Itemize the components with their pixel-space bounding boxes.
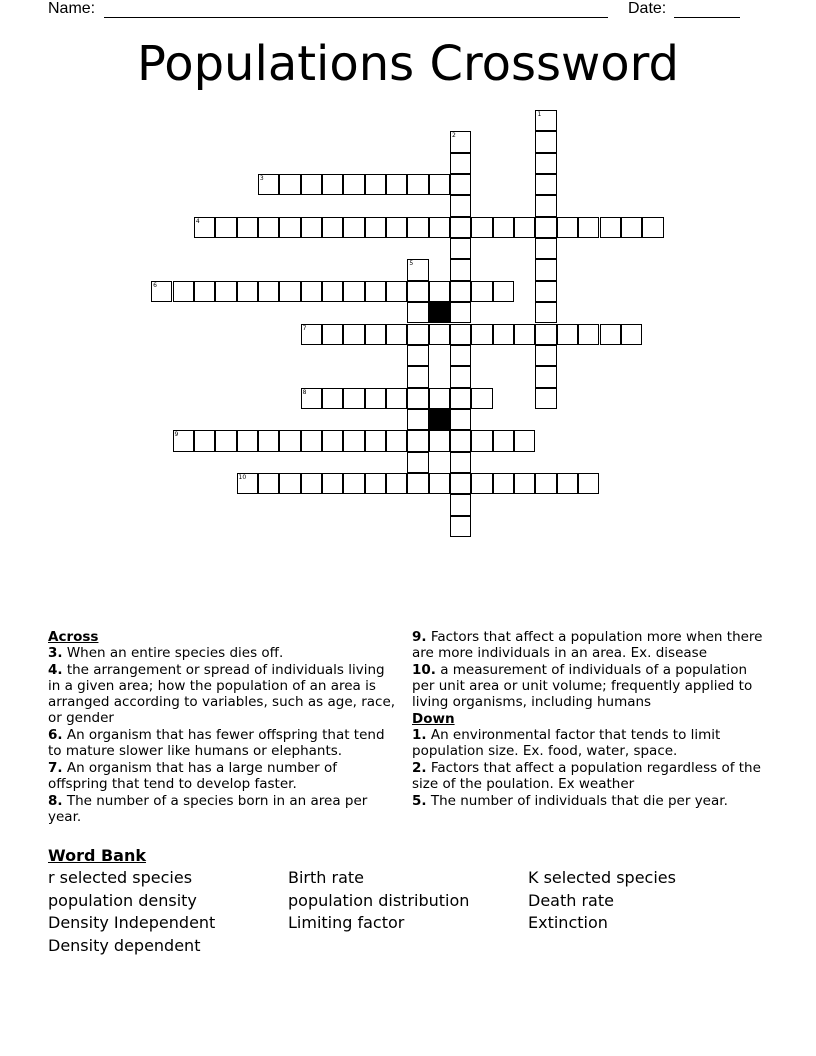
grid-cell[interactable] <box>578 473 599 494</box>
grid-cell[interactable] <box>343 388 364 409</box>
grid-cell[interactable] <box>450 131 471 152</box>
grid-cell[interactable] <box>471 281 492 302</box>
clue-number: 3 <box>259 175 264 183</box>
grid-cell[interactable] <box>322 324 343 345</box>
grid-cell[interactable] <box>450 281 471 302</box>
clue-number: 6 <box>153 281 157 289</box>
grid-cell[interactable] <box>365 430 386 451</box>
down-clue: 5. The number of individuals that die per year. <box>412 793 728 809</box>
grid-cell[interactable] <box>535 324 556 345</box>
grid-cell[interactable] <box>535 345 556 366</box>
grid-cell[interactable] <box>173 430 194 451</box>
word-bank-item: Birth rate <box>288 868 364 887</box>
grid-cell[interactable] <box>258 217 279 238</box>
grid-cell[interactable] <box>514 430 535 451</box>
word-bank-title: Word Bank <box>48 846 147 865</box>
word-bank-item: population distribution <box>288 891 470 910</box>
grid-cell[interactable] <box>365 281 386 302</box>
grid-cell[interactable] <box>407 345 428 366</box>
grid-cell[interactable] <box>407 452 428 473</box>
grid-cell[interactable] <box>343 324 364 345</box>
across-heading: Across <box>48 629 99 645</box>
down-heading: Down <box>412 711 455 727</box>
grid-cell[interactable] <box>237 473 258 494</box>
clue-number: 10 <box>238 473 247 481</box>
grid-cell[interactable] <box>535 174 556 195</box>
grid-cell[interactable] <box>535 153 556 174</box>
name-label: Name: <box>48 0 96 17</box>
word-bank-item: population density <box>48 891 197 910</box>
grid-cell[interactable] <box>258 473 279 494</box>
grid-cell[interactable] <box>471 217 492 238</box>
grid-cell[interactable] <box>194 281 215 302</box>
grid-cell[interactable] <box>365 388 386 409</box>
grid-cell[interactable] <box>279 217 300 238</box>
grid-cell[interactable] <box>535 217 556 238</box>
grid-cell[interactable] <box>535 366 556 387</box>
grid-cell[interactable] <box>535 388 556 409</box>
across-clue: 9. Factors that affect a population more when there are more individuals in an area. Ex. disease <box>412 629 763 661</box>
clue-number: 7 <box>302 324 307 332</box>
grid-cell[interactable] <box>322 217 343 238</box>
grid-cell[interactable] <box>237 217 258 238</box>
grid-cell[interactable] <box>535 131 556 152</box>
grid-cell[interactable] <box>557 473 578 494</box>
grid-cell[interactable] <box>578 324 599 345</box>
across-clue: 6. An organism that has fewer offspring that tend to mature slower like humans or elephants. <box>48 727 385 759</box>
grid-cell[interactable] <box>301 324 322 345</box>
grid-cell[interactable] <box>557 324 578 345</box>
down-clue: 1. An environmental factor that tends to limit population size. Ex. food, water, space. <box>412 727 721 759</box>
grid-cell[interactable] <box>621 217 642 238</box>
grid-cell[interactable] <box>535 195 556 216</box>
across-clue: 8. The number of a species born in an area per year. <box>48 793 368 825</box>
grid-cell[interactable] <box>407 174 428 195</box>
grid-cell[interactable] <box>535 259 556 280</box>
page-title: Populations Crossword <box>136 36 679 92</box>
grid-cell[interactable] <box>471 388 492 409</box>
grid-cell[interactable] <box>301 430 322 451</box>
grid-cell[interactable] <box>365 473 386 494</box>
grid-cell[interactable] <box>322 430 343 451</box>
grid-cell[interactable] <box>471 324 492 345</box>
grid-cell[interactable] <box>365 174 386 195</box>
grid-cell[interactable] <box>151 281 172 302</box>
grid-cell[interactable] <box>407 473 428 494</box>
grid-cell[interactable] <box>386 174 407 195</box>
grid-cell[interactable] <box>386 388 407 409</box>
grid-cell[interactable] <box>301 473 322 494</box>
word-bank-item: K selected species <box>528 868 676 887</box>
grid-cell[interactable] <box>450 238 471 259</box>
grid-cell[interactable] <box>343 217 364 238</box>
grid-cell[interactable] <box>642 217 663 238</box>
grid-cell[interactable] <box>386 473 407 494</box>
grid-cell[interactable] <box>322 281 343 302</box>
clues-left-column <box>48 629 400 826</box>
grid-cell[interactable] <box>429 430 450 451</box>
grid-cell[interactable] <box>343 430 364 451</box>
grid-cell[interactable] <box>429 217 450 238</box>
grid-cell[interactable] <box>173 281 194 302</box>
grid-cell[interactable] <box>279 174 300 195</box>
grid-cell[interactable] <box>386 217 407 238</box>
grid-cell[interactable] <box>215 281 236 302</box>
word-bank-item: Death rate <box>528 891 614 910</box>
grid-cell[interactable] <box>450 430 471 451</box>
grid-cell[interactable] <box>578 217 599 238</box>
clue-number: 9 <box>174 431 179 439</box>
grid-cell[interactable] <box>279 430 300 451</box>
grid-cell[interactable] <box>343 473 364 494</box>
grid-cell[interactable] <box>493 324 514 345</box>
grid-cell[interactable] <box>450 217 471 238</box>
clue-number: 4 <box>195 217 200 225</box>
clues-right-column <box>412 629 772 810</box>
grid-cell[interactable] <box>621 324 642 345</box>
grid-cell[interactable] <box>493 473 514 494</box>
clue-number: 2 <box>452 132 456 140</box>
grid-cell[interactable] <box>535 110 556 131</box>
grid-cell[interactable] <box>450 259 471 280</box>
grid-cell[interactable] <box>471 430 492 451</box>
grid-cell[interactable] <box>301 281 322 302</box>
grid-cell[interactable] <box>322 174 343 195</box>
grid-cell[interactable] <box>407 409 428 430</box>
grid-cell[interactable] <box>429 473 450 494</box>
grid-cell[interactable] <box>450 345 471 366</box>
across-clue: 4. the arrangement or spread of individuals living in a given area; how the population of an area is arranged according to variables, such as age, race, or gender <box>48 662 396 726</box>
grid-block-cell <box>429 302 450 323</box>
grid-cell[interactable] <box>535 302 556 323</box>
grid-cell[interactable] <box>429 281 450 302</box>
grid-cell[interactable] <box>322 473 343 494</box>
grid-cell[interactable] <box>429 174 450 195</box>
word-bank-item: r selected species <box>48 868 193 887</box>
across-clue: 7. An organism that has a large number of offspring that tend to develop faster. <box>48 760 338 792</box>
grid-cell[interactable] <box>386 324 407 345</box>
grid-cell[interactable] <box>386 430 407 451</box>
grid-cell[interactable] <box>301 217 322 238</box>
grid-cell[interactable] <box>600 324 621 345</box>
grid-cell[interactable] <box>450 153 471 174</box>
grid-cell[interactable] <box>429 388 450 409</box>
grid-cell[interactable] <box>407 366 428 387</box>
grid-cell[interactable] <box>343 281 364 302</box>
grid-cell[interactable] <box>258 174 279 195</box>
grid-cell[interactable] <box>493 430 514 451</box>
grid-cell[interactable] <box>450 195 471 216</box>
grid-cell[interactable] <box>493 281 514 302</box>
grid-block-cell <box>429 409 450 430</box>
grid-cell[interactable] <box>237 430 258 451</box>
grid-cell[interactable] <box>407 259 428 280</box>
clue-number: 8 <box>302 388 307 396</box>
grid-cell[interactable] <box>450 409 471 430</box>
grid-cell[interactable] <box>215 217 236 238</box>
grid-cell[interactable] <box>258 430 279 451</box>
date-label: Date: <box>628 0 667 17</box>
grid-cell[interactable] <box>450 366 471 387</box>
grid-cell[interactable] <box>279 281 300 302</box>
grid-cell[interactable] <box>493 217 514 238</box>
grid-cell[interactable] <box>450 174 471 195</box>
word-bank-item: Density dependent <box>48 936 201 955</box>
grid-cell[interactable] <box>557 217 578 238</box>
grid-cell[interactable] <box>386 281 407 302</box>
grid-cell[interactable] <box>301 174 322 195</box>
grid-cell[interactable] <box>301 388 322 409</box>
grid-cell[interactable] <box>450 302 471 323</box>
clue-number: 1 <box>537 111 542 118</box>
grid-cell[interactable] <box>407 281 428 302</box>
grid-cell[interactable] <box>237 281 258 302</box>
grid-cell[interactable] <box>535 238 556 259</box>
grid-cell[interactable] <box>194 217 215 238</box>
grid-cell[interactable] <box>279 473 300 494</box>
grid-cell[interactable] <box>535 281 556 302</box>
grid-cell[interactable] <box>450 452 471 473</box>
grid-cell[interactable] <box>365 324 386 345</box>
grid-cell[interactable] <box>450 388 471 409</box>
down-clue: 2. Factors that affect a population regardless of the size of the poulation. Ex weather <box>412 760 761 792</box>
grid-cell[interactable] <box>365 217 386 238</box>
word-bank-item: Density Independent <box>48 913 216 932</box>
across-clue: 3. When an entire species dies off. <box>48 645 284 661</box>
grid-cell[interactable] <box>407 430 428 451</box>
clue-number: 5 <box>409 260 414 268</box>
grid-cell[interactable] <box>514 217 535 238</box>
grid-cell[interactable] <box>450 473 471 494</box>
grid-cell[interactable] <box>450 516 471 537</box>
grid-cell[interactable] <box>514 324 535 345</box>
grid-cell[interactable] <box>343 174 364 195</box>
grid-cell[interactable] <box>215 430 236 451</box>
grid-cell[interactable] <box>600 217 621 238</box>
grid-cell[interactable] <box>450 324 471 345</box>
word-bank-item: Limiting factor <box>288 913 405 932</box>
grid-cell[interactable] <box>450 494 471 515</box>
grid-cell[interactable] <box>535 473 556 494</box>
across-clue: 10. a measurement of individuals of a population per unit area or unit volume; frequently applied to living organisms, including humans <box>412 662 753 710</box>
grid-cell[interactable] <box>258 281 279 302</box>
grid-cell[interactable] <box>429 324 450 345</box>
grid-cell[interactable] <box>514 473 535 494</box>
grid-cell[interactable] <box>471 473 492 494</box>
word-bank-item: Extinction <box>528 913 608 932</box>
grid-cell[interactable] <box>407 302 428 323</box>
grid-cell[interactable] <box>322 388 343 409</box>
grid-cell[interactable] <box>407 388 428 409</box>
grid-cell[interactable] <box>194 430 215 451</box>
grid-cell[interactable] <box>407 217 428 238</box>
grid-cell[interactable] <box>407 324 428 345</box>
